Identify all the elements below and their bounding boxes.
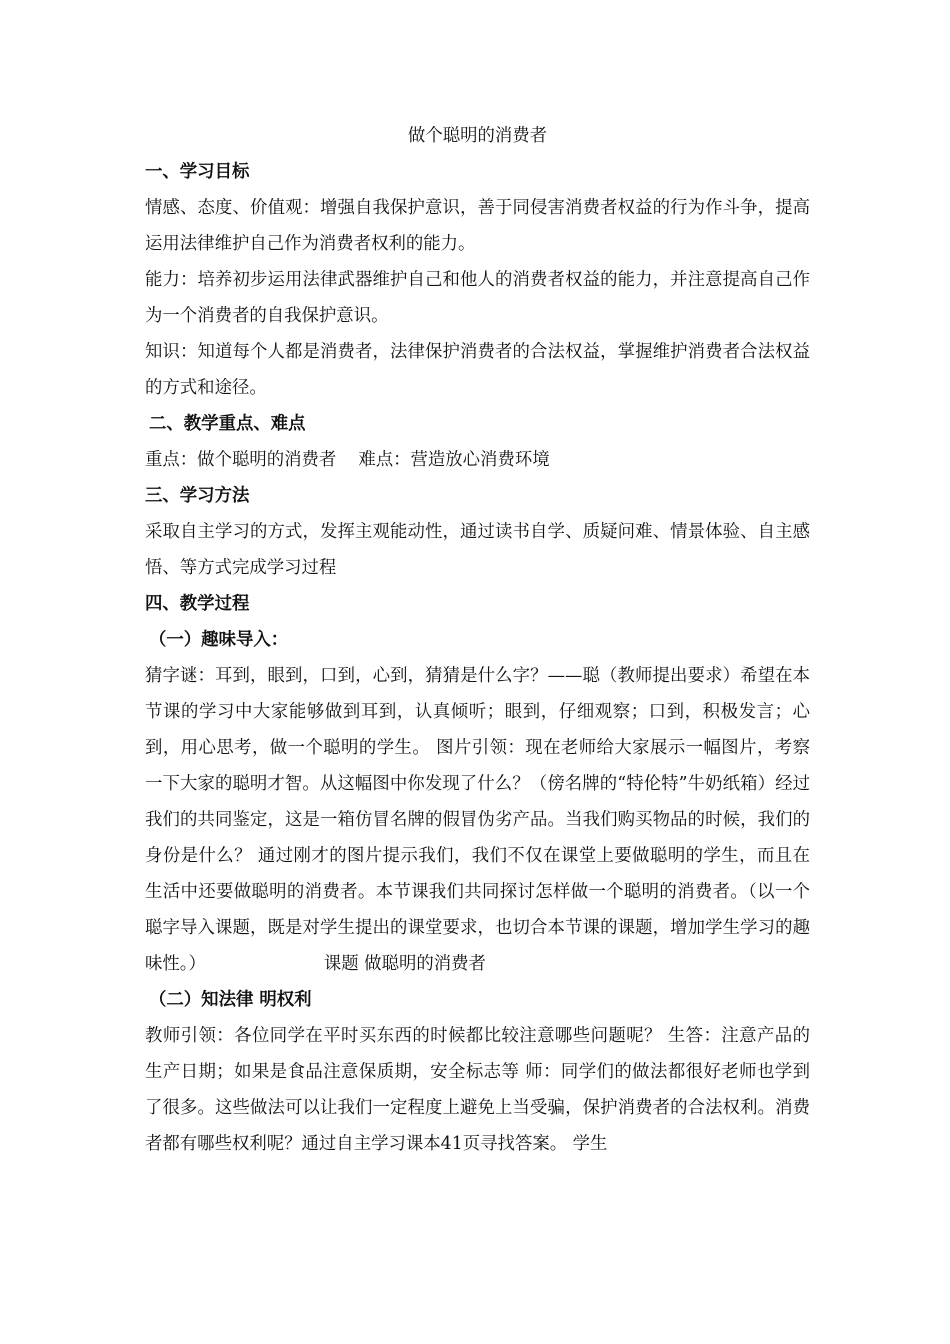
paragraph-key-difficulty — [145, 442, 810, 478]
document-page — [145, 118, 810, 1162]
subsection-heading-intro: （一）趣味导入： — [149, 630, 289, 650]
subsection-heading-know-law: （二）知法律 明权利 — [149, 990, 312, 1010]
paragraph-ability: 能力：培养初步运用法律武器维护自己和他人的消费者权益的能力，并注意提高自己作为一个消费者的自我保护意识。 — [145, 270, 810, 326]
intro-text: 猜字谜：耳到，眼到，口到，心到，猜猜是什么字？——聪（教师提出要求）希望在本节课的学习中大家能够做到耳到，认真倾听；眼到，仔细观察；口到，积极发言；心到，用心思考，做一个聪明的学生。 图片引领：现在老师给大家展示一幅图片，考察一下大家的聪明才智。从这幅图中你发现了什么？（傍名牌的“特伦特”牛奶纸箱）经过我们的共同鉴定，这是一箱仿冒名牌的假冒伪劣产品。当我们购买物品的时候，我们的身份是什么？ 通过刚才的图片提示我们，我们不仅在课堂上要做聪明的学生，而且在生活中还要做聪明的消费者。本节课我们共同探讨怎样做一个聪明的消费者。（以一个聪字导入课题，既是对学生提出的课堂要求，也切合本节课的课题，增加学生学习的趣味性。） — [145, 666, 810, 974]
paragraph-know-law: 教师引领：各位同学在平时买东西的时候都比较注意哪些问题呢？ 生答：注意产品的生产日期；如果是食品注意保质期，安全标志等 师：同学们的做法都很好老师也学到了很多。这些做法可以让我们一定程度上避免上当受骗，保护消费者的合法权利。消费者都有哪些权利呢？通过自主学习课本41页寻找答案。 学生 — [145, 1026, 810, 1154]
paragraph-intro — [145, 658, 810, 982]
document-title: 做个聪明的消费者 — [407, 126, 548, 146]
section-heading-learning-method: 三、学习方法 — [145, 486, 250, 506]
key-point-text: 重点：做个聪明的消费者 — [145, 450, 337, 470]
paragraph-emotion-attitude: 情感、态度、价值观：增强自我保护意识，善于同侵害消费者权益的行为作斗争，提高运用法律维护自己作为消费者权利的能力。 — [145, 198, 810, 254]
section-heading-key-points: 二、教学重点、难点 — [149, 414, 306, 434]
section-heading-learning-goals: 一、学习目标 — [145, 162, 250, 182]
intro-topic-text: 课题 做聪明的消费者 — [323, 954, 486, 974]
difficulty-text: 难点：营造放心消费环境 — [358, 450, 550, 470]
section-heading-teaching-process: 四、教学过程 — [145, 594, 250, 614]
paragraph-knowledge: 知识：知道每个人都是消费者，法律保护消费者的合法权益，掌握维护消费者合法权益的方式和途径。 — [145, 342, 810, 398]
paragraph-learning-method: 采取自主学习的方式，发挥主观能动性，通过读书自学、质疑问难、情景体验、自主感悟、等方式完成学习过程 — [145, 522, 810, 578]
